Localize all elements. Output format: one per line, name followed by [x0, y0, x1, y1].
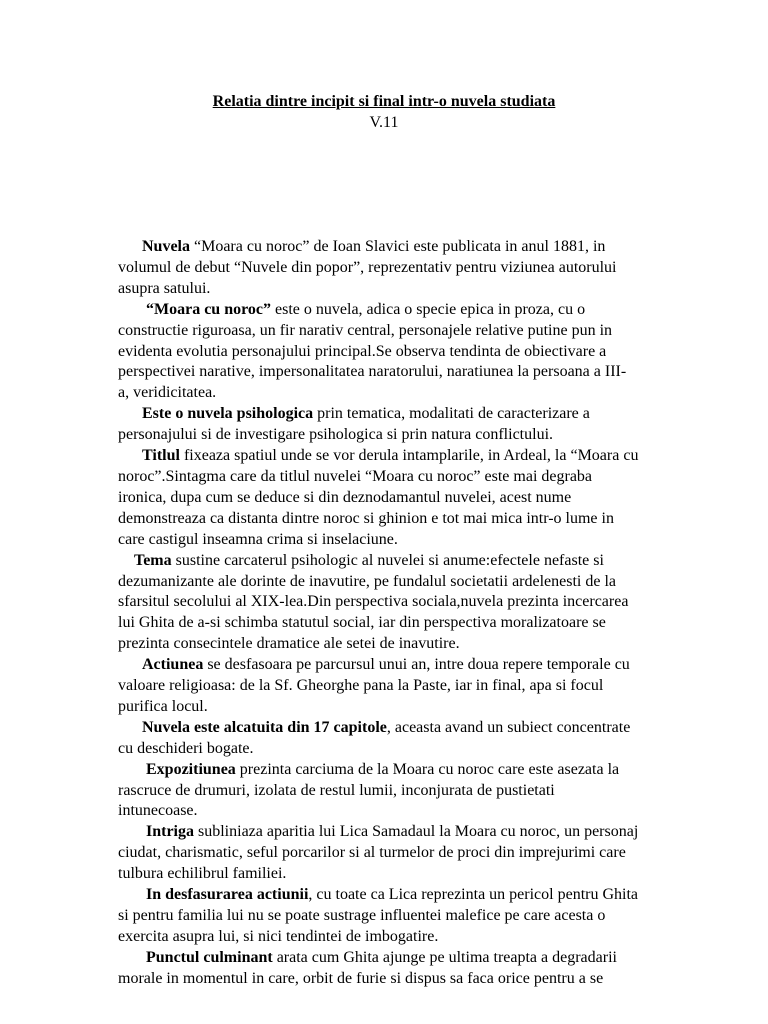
paragraph-heading: Actiunea: [142, 656, 204, 674]
paragraph-line: lui Ghita de a-si schimba statutul social, iar din perspectiva moralizatoare se: [118, 614, 606, 632]
paragraph-indent: [118, 238, 142, 255]
paragraph: [118, 948, 666, 990]
paragraph-line: valoare religioasa: de la Sf. Gheorghe pana la Paste, iar in final, apa si focul: [118, 677, 604, 695]
paragraph-heading: Nuvela: [142, 238, 190, 255]
paragraph-line: este o nuvela, adica o specie epica in proza, cu o: [271, 300, 586, 318]
paragraph-heading: Nuvela este alcatuita din 17 capitole: [142, 718, 387, 736]
paragraph-line: subliniaza aparitia lui Lica Samadaul la Moara cu noroc, un personaj: [194, 823, 639, 841]
paragraph-line: morale in momentul in care, orbit de furie si dispus sa faca orice pentru a se: [118, 969, 604, 987]
paragraph-line: si pentru familia lui nu se poate sustrage influentei malefice pe care acesta o: [118, 907, 606, 924]
paragraph-heading: In desfasurarea actiunii: [146, 886, 309, 904]
paragraph: [118, 404, 666, 446]
paragraph-line: volumul de debut “Nuvele din popor”, reprezentativ pentru viziunea autorului: [118, 258, 617, 276]
paragraph-indent: [118, 405, 142, 422]
paragraph-line: a, veridicitatea.: [118, 384, 217, 402]
paragraph-line: perspectivei narative, impersonalitatea naratorului, naratiunea la persoana a III-: [118, 363, 627, 381]
paragraph-line: purifica locul.: [118, 697, 208, 715]
paragraph-line: care castigul inseamna crima si inselaciune.: [118, 530, 398, 548]
paragraph-line: ciudat, charismatic, seful porcarilor si al turmelor de proci din imprejurimi care: [118, 844, 626, 862]
paragraph-line: se desfasoara pe parcursul unui an, intre doua repere temporale cu: [203, 656, 630, 674]
paragraph-line: ironica, dupa cum se deduce si din deznodamantul nuvelei, acest nume: [118, 488, 572, 506]
paragraph-line: tulbura echilibrul familiei.: [118, 865, 287, 883]
paragraph-line: noroc”.Sintagma care da titlul nuvelei “Moara cu noroc” este mai degraba: [118, 467, 593, 485]
paragraph-heading: Tema: [134, 551, 172, 569]
paragraph-indent: [118, 719, 142, 736]
paragraph: [118, 760, 666, 823]
paragraph-line: , aceasta avand un subiect concentrate: [386, 718, 631, 736]
document-body: [118, 237, 666, 990]
paragraph-indent: [118, 949, 146, 966]
paragraph-heading: Titlul: [142, 447, 180, 465]
paragraph-indent: [118, 823, 146, 840]
paragraph-line: fixeaza spatiul unde se vor derula intamplarile, in Ardeal, la “Moara cu: [179, 447, 639, 465]
paragraph-heading: Punctul culminant: [146, 948, 273, 966]
paragraph-indent: [118, 301, 146, 318]
paragraph-heading: Este o nuvela psihologica: [142, 405, 314, 423]
paragraph: [118, 718, 666, 760]
paragraph-line: constructie riguroasa, un fir narativ central, personajele relative putine pun in: [118, 321, 613, 339]
paragraph-indent: [118, 552, 134, 569]
paragraph: [118, 300, 666, 405]
paragraph-heading: Intriga: [146, 823, 194, 841]
paragraph-line: asupra satului.: [118, 279, 211, 297]
paragraph: [118, 822, 666, 885]
paragraph-heading: Expozitiunea: [146, 760, 236, 778]
paragraph-line: exercita asupra lui, si nici tendintei de imbogatire.: [118, 927, 439, 945]
paragraph-line: demonstreaza ca distanta dintre noroc si ghinion e tot mai mica intr-o lume in: [118, 509, 614, 527]
paragraph-line: , cu toate ca Lica reprezinta un pericol pentru Ghita: [308, 886, 639, 904]
paragraph-line: prezinta carciuma de la Moara cu noroc care este asezata la: [235, 760, 620, 778]
paragraph-line: dezumanizante ale dorinte de inavutire, pe fundalul societatii ardelenesti de la: [118, 572, 617, 590]
paragraph-indent: [118, 761, 146, 778]
paragraph-line: “Moara cu noroc” de Ioan Slavici este publicata in anul 1881, in: [190, 238, 606, 255]
paragraph: [118, 551, 666, 656]
paragraph: [118, 237, 666, 300]
paragraph-line: intunecoase.: [118, 802, 198, 820]
paragraph-line: sfarsitul secolului al XIX-lea.Din perspectiva sociala,nuvela prezinta incercarea: [118, 593, 629, 611]
paragraph-line: sustine carcaterul psihologic al nuvelei si anume:efectele nefaste si: [171, 551, 604, 569]
paragraph-heading: “Moara cu noroc”: [146, 300, 272, 318]
paragraph-line: personajului si de investigare psihologica si prin natura conflictului.: [118, 426, 554, 444]
paragraph-indent: [118, 656, 142, 673]
page-title: Relatia dintre incipit si final intr-o nuvela studiata: [212, 93, 556, 110]
paragraph: [118, 655, 666, 718]
paragraph-line: prin tematica, modalitati de caracterizare a: [313, 405, 590, 423]
page-subtitle: V.11: [369, 114, 399, 131]
paragraph-indent: [118, 447, 142, 464]
paragraph-line: evidenta evolutia personajului principal.Se observa tendinta de obiectivare a: [118, 342, 607, 360]
paragraph-indent: [118, 886, 146, 903]
paragraph-line: rascruce de drumuri, izolata de restul lumii, inconjurata de pustietati: [118, 781, 555, 799]
paragraph-line: cu deschideri bogate.: [118, 739, 254, 757]
paragraph: [118, 446, 666, 551]
paragraph-line: prezinta consecintele dramatice ale setei de inavutire.: [118, 635, 460, 653]
paragraph-line: arata cum Ghita ajunge pe ultima treapta a degradarii: [272, 948, 617, 966]
paragraph: [118, 885, 666, 948]
